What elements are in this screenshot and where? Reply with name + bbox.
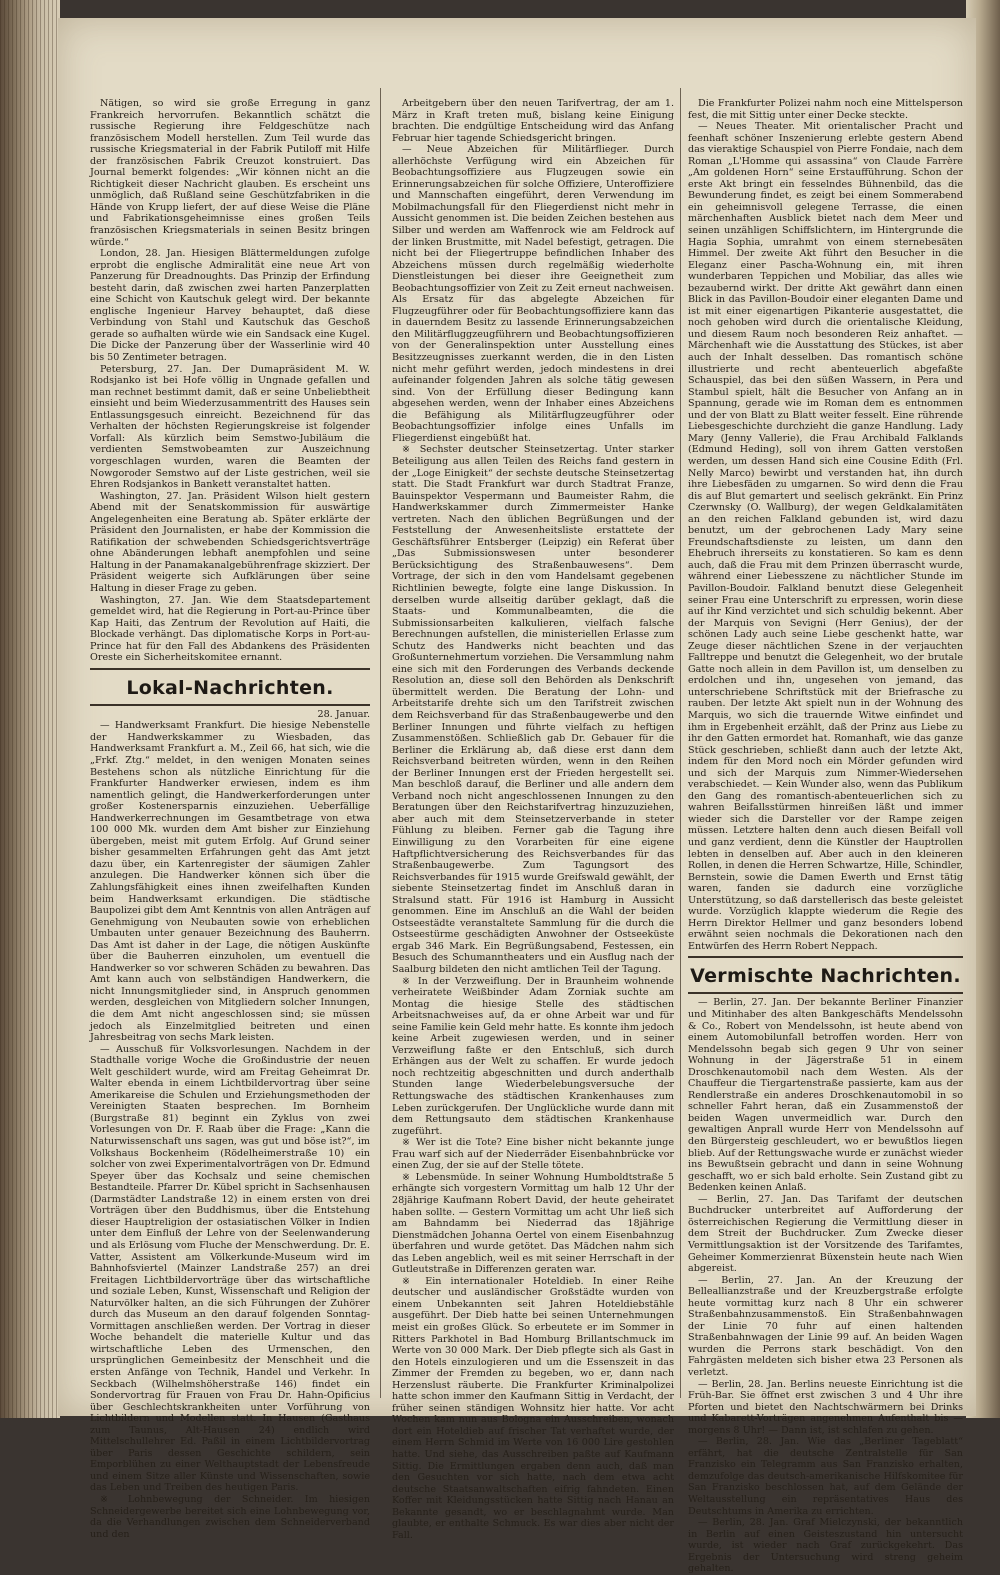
article-volksvorlesungen: — Ausschuß für Volksvorlesungen. Nachdem in der Stadthalle vorige Woche die Großindustrie der neuen Welt geschildert wurde, wird am Freitag Geheimrat Dr. Walter ebenda in einem Lichtbildervortrag über seine Amerikareise die Schulen und Erziehungsmethoden der Vereinigten Staaten besprechen. Im Bornheim (Burgstraße 81) beginnt ein Zyklus von zwei Vorlesungen von Dr. F. Raab über die Frage: „Kann die Naturwissenschaft uns sagen, was gut und böse ist?“, im Volkshaus Bockenheim (Rödelheimerstraße 10) ein solcher von zwei Experimentalvorträgen von Dr. Edmund Speyer über das Kochsalz und seine chemischen Bestandteile. Pfarrer Dr. Kübel spricht in Sachsenhausen (Darmstädter Landstraße 12) in einem ersten von drei Vorträgen über den Buddhismus, über die Entstehung dieser Hauptreligion der ostasiatischen Völker in Indien unter dem Einfluß der Lehre von der Seelenwanderung und als Erlösung vom Fluche der Menschwerdung. Dr. E. Vatter, Assistent am Völkerkunde-Museum wird im Bahnhofsviertel (Mainzer Landstraße 257) an drei Freitagen Lichtbildervorträge über das wirtschaftliche und soziale Leben, Kunst, Wissenschaft und Religion der Naturvölker halten, an die sich Führungen der Zuhörer durch das Museum an den darauf folgenden Sonntag-Vormittagen anschließen werden. Der Vortrag in dieser Woche behandelt die materielle Kultur und das wirtschaftliche Leben des Urmenschen, den ursprünglichen Gemeinbesitz der Menschheit und die ersten Anfänge von Technik, Handel und Verkehr. In Seckbach (Wilhelmshöherstraße 146) findet ein Sondervortrag für Frauen von Frau Dr. Hahn-Opificius über Geschlechtskrankheiten unter Vorführung von Lichtbildern und Modellen statt. In Hausen (Gasthaus zum Taunus, Alt-Hausen 24) endlich wird Mittelschullehrer Ed. Paßil in einem Lichtbildervortrag über Paris dessen Geschichte schildern, sein Emporblühen zu einer Welthauptstadt der Lebensfreude und einem Sitze aller Künste und Wissenschaften, sowie das Leben und Treiben des heutigen Paris. <box>90 1043 370 1494</box>
article-washington-2: Washington, 27. Jan. Wie dem Staatsdepartement gemeldet wird, hat die Regierung in Port-au-Prince über Kap Haiti, das Zentrum der Revolution auf Haiti, die Blockade verhängt. Das diplomatische Korps in Port-au-Prince hat für den Fall des Abdankens des Präsidenten Oreste ein Sicherheitskomitee ernannt. <box>90 594 370 664</box>
column-1 <box>90 98 370 1540</box>
article-handwerksamt: — Handwerksamt Frankfurt. Die hiesige Nebenstelle der Handwerkskammer zu Wiesbaden, das Handwerksamt Frankfurt a. M., Zeil 66, hat sich, wie die „Frkf. Ztg.“ meldet, in den wenigen Monaten seines Bestehens schon als nützliche Einrichtung für die Frankfurter Handwerker erwiesen, indem es ihm namentlich gelingt, die Handwerkerforderungen unter großer Kostenersparnis einzuziehen. Ueberfällige Handwerkerrechnungen im Gesamtbetrage von etwa 100 000 Mk. wurden dem Amt bisher zur Einziehung übergeben, meist mit gutem Erfolg. Auf Grund seiner bisher gesammelten Erfahrungen geht das Amt jetzt dazu über, ein Kartenregister der säumigen Zahler anzulegen. Die Handwerker können sich über die Zahlungsfähigkeit eines ihnen zweifelhaften Kunden beim Handwerksamt erkundigen. Die städtische Baupolizei gibt dem Amt Kenntnis von allen Anträgen auf Genehmigung von Neubauten sowie von erheblichen Umbauten unter genauer Bezeichnung des Bauherrn. Das Amt ist daher in der Lage, die nötigen Auskünfte über die Bauherren einzuholen, um eventuell die Handwerker so vor schweren Schäden zu bewahren. Das Amt kann auch von selbständigen Handwerkern, die nicht Innungsmitglieder sind, in Anspruch genommen werden, desgleichen von Mitgliedern solcher Innungen, die dem Amt nicht angeschlossen sind; sie müssen jedoch als Einzelmitglied beitreten und einen Jahresbeitrag von sechs Mark leisten. <box>90 720 370 1044</box>
page-stack-left <box>0 0 60 1418</box>
column-rule <box>380 88 381 1398</box>
article-steinsetzertag: ※ Sechster deutscher Steinsetzertag. Unter starker Beteiligung aus allen Teilen des Reichs fand gestern in der „Loge Einigkeit“ der sechste deutsche Steinsetzertag statt. Die Stadt Frankfurt war durch Stadtrat Franze, Bauinspektor Vespermann und Baumeister Rahm, die Handwerkskammer durch Zimmermeister Hanke vertreten. Nach den üblichen Begrüßungen und der Feststellung der Anwesenheitsliste erstattete der Geschäftsführer Entsberger (Leipzig) ein Referat über „Das Submissionswesen unter besonderer Berücksichtigung des Straßenbauwesens“. Dem Vortrage, der sich in den vom Handelsamt gegebenen Richtlinien bewegte, folgte eine lange Diskussion. In derselben wurde allseitig darüber geklagt, daß die Staats- und Kommunalbeamten, die die Submissionsarbeiten kalkulieren, vielfach falsche Berechnungen aufstellen, die ministeriellen Erlasse zum Schutz des Handwerks nicht beachten und das Großunternehmertum vorziehen. Die Versammlung nahm eine sich mit den Forderungen des Verbands deckende Resolution an, diese soll den Behörden als Denkschrift übermittelt werden. Die Beratung der Lohn- und Arbeitstarife drehte sich um den Tarifstreit zwischen dem Reichsverband für das Straßenbaugewerbe und den Berliner Innungen und führte vielfach zu heftigen Zusammenstößen. Schließlich gab Dr. Gebauer für die Berliner die Erklärung ab, daß diese erst dann dem Reichsverband beitreten würden, wenn in den Reihen der Berliner Innungen erst der Frieden hergestellt sei. Man beschloß darauf, die Berliner und alle andern dem Verband noch nicht angeschlossenen Innungen zu den Beratungen über den Reichstarifvertrag hinzuzuziehen, aber auch mit dem Steinsetzerverbande in steter Fühlung zu bleiben. Ferner gab die Tagung ihre Einwilligung zu den Vorarbeiten für eine eigene Haftpflichtversicherung des Reichsverbandes für das Straßenbaugewerbe. Zum Tagungsort des Reichsverbandes für 1915 wurde Greifswald gewählt, der siebente Steinsetzertag findet im Anschluß daran in Stralsund statt. Für 1916 ist Hamburg in Aussicht genommen. Eine im Anschluß an die Wahl der beiden Ostseestädte veranstaltete Sammlung für die durch die Ostseestürme geschädigten Anwohner der Ostseeküste ergab 346 Mark. Ein Begrüßungsabend, Festessen, ein Besuch des Schumanntheaters und ein Ausflug nach der Saalburg bildeten den nicht amtlichen Teil der Tagung. <box>392 444 674 976</box>
article-tarifvertrag: Arbeitgebern über den neuen Tarifvertrag, der am 1. März in Kraft treten muß, bislang keine Einigung brachten. Die endgültige Entscheidung wird das Anfang Februar hier tagende Schiedsgericht bringen. <box>392 98 674 144</box>
article-militaerflieger: — Neue Abzeichen für Militärflieger. Durch allerhöchste Verfügung wird ein Abzeichen für Beobachtungsoffiziere aus Flugzeugen sowie ein Erinnerungsabzeichen für solche Offiziere, Unteroffiziere und Mannschaften eingeführt, deren Verwendung im Mobilmachungsfall für den Fliegerdienst nicht mehr in Aussicht genommen ist. Die beiden Zeichen bestehen aus Silber und werden am Waffenrock wie am Feldrock auf der linken Brustmitte, mit Nadel befestigt, getragen. Die nicht bei der Fliegertruppe befindlichen Inhaber des Abzeichens müssen durch regelmäßig wiederholte Dienstleistungen bei dieser ihre Geeignetheit zum Beobachtungsoffizier von Zeit zu Zeit erneut nachweisen. Als Ersatz für das abgelegte Abzeichen für Flugzeugführer oder für Beobachtungsoffiziere kann das in dauerndem Besitz zu lassende Erinnerungsabzeichen den Militärfluggzeugführern und Beobachtungsoffizieren von der Generalinspektion unter Ausstellung eines Besitzzeugnisses zuerkannt werden, die in den Listen nicht mehr geführt werden, jedoch mindestens in drei aufeinander folgenden Jahren als solche tätig gewesen sind. Von der Erfüllung dieser Bedingung kann abgesehen werden, wenn der Inhaber eines Abzeichens die Befähigung als Militärflugzeugführer oder Beobachtungsoffizier infolge eines Unfalls im Fliegerdienst eingebüßt hat. <box>392 144 674 444</box>
section-rule <box>688 956 963 958</box>
section-rule <box>90 668 370 670</box>
article-petersburg: Petersburg, 27. Jan. Der Dumapräsident M. W. Rodsjanko ist bei Hofe völlig in Ungnade gefallen und man rechnet bestimmt damit, daß er seine Unbeliebtheit einsieht und beim Wiederzusammentritt des Hauses sein Entlassungsgesuch einreicht. Bezeichnend für das Verhalten der höchsten Regierungskreise ist folgender Vorfall: Als kürzlich beim Semstwo-Jubiläum die verdienten Semstwobeamten zur Auszeichnung vorgeschlagen wurden, waren die Beamten der Nowgoroder Semstwo auf der Liste gestrichen, weil sie Ehren Rodsjankos in Bankett veranstaltet hatten. <box>90 363 370 491</box>
article-london: London, 28. Jan. Hiesigen Blättermeldungen zufolge erprobt die englische Admiralität eine neue Art von Panzerung für Dreadnoughts. Das Prinzip der Erfindung besteht darin, daß zwischen zwei harten Panzerplatten eine Schicht von Kautschuk gelegt wird. Der bekannte englische Ingenieur Harvey behauptet, daß diese Verbindung von Stahl und Kautschuk das Geschoß gerade so aufhalten würde wie ein Sandsack eine Kugel. Die Dicke der Panzerung über der Wasserlinie wird 40 bis 50 Zentimeter betragen. <box>90 248 370 364</box>
article-tote: ※ Wer ist die Tote? Eine bisher nicht bekannte junge Frau warf sich auf der Niederräder Eisenbahnbrücke vor einen Zug, der sie auf der Stelle tötete. <box>392 1137 674 1172</box>
article-hoteldieb: ※ Ein internationaler Hoteldieb. In einer Reihe deutscher und ausländischer Großstädte wurden von einem Unbekannten seit Jahren Hoteldiebstähle ausgeführt. Der Dieb hatte bei seinen Unternehmungen meist ein großes Glück. So erbeutete er im Sommer in Ritters Parkhotel in Bad Homburg Brillantschmuck im Werte von 30 000 Mark. Der Dieb pflegte sich als Gast in den Hotels einzulogieren und um die Essenszeit in das Zimmer der Fremden zu begeben, wo er, dann nach Herzenslust räuberte. Die Frankfurter Kriminalpolizei hatte schon immer den Kaufmann Sittig in Verdacht, der früher seinen ständigen Wohnsitz hier hatte. Vor acht Wochen kam nun aus Bologna ein Ausschreiben, wonach dort ein Hoteldieb auf frischer Tat verhaftet wurde, der einem Herrn Schmid im Werte von 16 000 Lire gestohlen hatte. Und siehe, das Ausschreiben paßte auf Kaufmann Sittig. Die Ermittlungen ergaben denn auch, daß man den Gesuchten vor sich hatte, nach dem etwa acht deutsche Staatsanwaltschaften eifrig fahndeten. Einen Koffer mit Kleidungsstücken hatte Sittig nach Hanau an Bekannte gesandt, wo er beschlagnahmt wurde. Man glaubte, er enthalte Schmuck. Es war dies aber nicht der Fall. <box>392 1275 674 1541</box>
article-washington-1: Washington, 27. Jan. Präsident Wilson hielt gestern Abend mit der Senatskommission für auswärtige Angelegenheiten eine Beratung ab. Später erklärte der Präsident den Journalisten, er habe der Kommission die Ratifikation der schwebenden Schiedsgerichtsverträge ohne Abänderungen lebhaft anempfohlen und seine Haltung in der Panamakanalgebührenfrage skizziert. Der Präsident weigerte sich Aufklärungen über seine Haltung in dieser Frage zu geben. <box>90 490 370 594</box>
section-heading-lokal: Lokal-Nachrichten. <box>126 676 334 699</box>
article-berlin-sanfranzisko: — Berlin, 28. Jan. Wie das „Berliner Tageblatt“ erfährt, hat die deutsche Zentralstelle für San Franzisko ein Telegramm aus San Franzisko erhalten, demzufolge das deutsch-amerikanische Hilfskomitee für San Franzisko beschlossen hat, auf dem Gelände der Weltausstellung ein repräsentatives Haus des Deutschtums in Amerika zu errichten. <box>688 1436 963 1517</box>
column-rule <box>680 88 681 1398</box>
article-berlin-mielczynski: — Berlin, 28. Jan. Graf Mielczynski, der bekanntlich in Berlin auf einen Geisteszustand hin untersucht wurde, ist wieder nach Graf zurückgekehrt. Das Ergebnis der Untersuchung wird streng geheim gehalten. <box>688 1517 963 1575</box>
newspaper-page <box>58 18 976 1575</box>
column-3 <box>688 98 963 1575</box>
column-2 <box>392 98 674 1541</box>
article-lohnbewegung: ※ Lohnbewegung der Schneider. Im hiesigen Schneidergewerbe bereitet sich eine Lohnbewegung vor, da die Verhandlungen zwischen dem Schneiderverband und den <box>90 1493 370 1540</box>
section-rule <box>90 704 370 706</box>
section-heading-vermischte: Vermischte Nachrichten. <box>690 965 961 988</box>
article-berlin-strassenbahn: — Berlin, 27. Jan. An der Kreuzung der Belleallianzstraße und der Kreuzbergstraße erfolgte heute vormittag kurz nach 8 Uhr ein schwerer Straßenbahnzusammenstoß. Ein Straßenbahnwagen der Linie 70 fuhr auf einen haltenden Straßenbahnwagen der Linie 99 auf. An beiden Wagen wurden die Perrons stark beschädigt. Von den Fahrgästen meldeten sich bisher etwa 23 Personen als verletzt. <box>688 1274 963 1378</box>
article-verzweiflung: ※ In der Verzweiflung. Der in Braunheim wohnende verheiratete Weißbinder Adam Zorniak suchte am Montag die hiesige Stelle des städtischen Arbeitsnachweises auf, da er ohne Arbeit war und für seine Familie kein Geld mehr hatte. Es konnte ihm jedoch keine Arbeit zugewiesen werden, und in seiner Verzweiflung faßte er den Entschluß, sich durch Erhängen aus der Welt zu schaffen. Er wurde jedoch noch rechtzeitig abgeschnitten und durch anderthalb Stunden lange Wiederbelebungsversuche der Rettungswache des städtischen Krankenhauses zum Leben zurückgerufen. Der Unglückliche wurde dann mit dem Rettungsauto dem städtischen Krankenhause zugeführt. <box>392 975 674 1137</box>
article-neues-theater: — Neues Theater. Mit orientalischer Pracht und feenhaft schöner Inszenierung erlebte gestern Abend das vieraktige Schauspiel von Pierre Fondaie, nach dem Roman „L'Homme qui assassina“ von Claude Farrère „Am goldenen Horn“ seine Erstaufführung. Schon der erste Akt bringt ein fesselndes Bühnenbild, das die Bewunderung findet, es zeigt bei einem Sommerabend ein geheimnisvoll gelegene Terrasse, die einen märchenhaften Ausblick bietet nach dem Meer und seinen unzähligen Schiffslichtern, im Hintergrunde die Hagia Sophia, umrahmt von einem sternebesäten Himmel. Der zweite Akt führt den Besucher in die Eleganz einer Pascha-Wohnung ein, mit ihren wunderbaren Teppichen und Mobiliar, das alles wie bezaubernd wirkt. Der dritte Akt gewährt dann einen Blick in das Pavillon-Boudoir einer eleganten Dame und ist mit einer eigenartigen Pikanterie ausgestattet, die noch gehoben wird durch die orientalische Kleidung, und diesem Raum noch besonderen Reiz anhaftet. — Märchenhaft wie die Ausstattung des Stückes, ist aber auch der Inhalt desselben. Das romantisch schöne illustrierte und recht abenteuerlich abgefaßte Schauspiel, das bei den süßen Wassern, in Pera und Stambul spielt, hält die Besucher von Anfang an in Spannung, gerade wie im Roman dem es entnommen und der von Blatt zu Blatt weiter fesselt. Eine rührende Liebesgeschichte durchzieht die ganze Handlung. Lady Mary (Jenny Vallerie), die Frau Archibald Falklands (Edmund Heding), soll von ihrem Gatten verstoßen werden, um dessen Hand sich eine Cousine Edith (Frl. Nelly Marco) bewirbt und verstanden hat, ihn durch ihre Liebesfäden zu umgarnen. So wird denn die Frau dis auf Blut gemartert und seelisch gekränkt. Ein Prinz Czerwnsky (O. Wallburg), der wegen Geldkalamitäten an den reichen Falkland gebunden ist, wird dazu benutzt, um der gebrochenen Lady Mary seine Freundschaftsdienste zu leisten, um dann den Ehebruch ihrerseits zu konstatieren. So kam es denn auch, daß die Frau mit dem Prinzen überrascht wurde, während einer Liebesszene zu nächtlicher Stunde im Pavillon-Boudoir. Falkland benutzt diese Gelegenheit seiner Frau eine Unterschrift zu erpressen, worin diese auf ihr Kind verzichtet und sich schuldig bekennt. Aber der Marquis von Sevigni (Herr Genius), der der schönen Lady auch seine Liebe geschenkt hatte, war Zeuge dieser nächtlichen Szene in der verjauchten Falltreppe und benutzt die Gelegenheit, wo der brutale Gatte noch allein in dem Pavillon ist, um denselben zu erdolchen und ihn, ungesehen von jemand, das unterschriebene Schriftstück mit der Briefrasche zu rauben. Der letzte Akt spielt nun in der Wohnung des Marquis, wo sich die trauernde Witwe einfindet und ihm in Ergebenheit erzählt, daß der Prinz aus Liebe zu ihr den Gatten ermordet hat. Romanhaft, wie das ganze Stück geschrieben, schließt dann auch der letzte Akt, indem für den Mord noch ein Mörder gefunden wird und sich der Marquis zum Nimmer-Wiedersehen verabschiedet. — Kein Wunder also, wenn das Publikum den Gang des romantisch-abenteuerlichen sich zu wahren Beifallsstürmen hinreißen läßt und immer wieder sich die Darsteller vor der Rampe zeigen müssen. Letztere halten denn auch diesen Beifall voll und ganz verdient, denn die Künstler der Hauptrollen lebten in denselben auf. Aber auch in den kleineren Rollen, in denen die Herren Schwartze, Hille, Schindler, Bernstein, sowie die Damen Ewerth und Ernst tätig waren, fanden sie dadurch eine vorzügliche Unterstützung, so daß darstellerisch das beste geleistet wurde. Vorzüglich klappte wiederum die Regie des Herrn Direktor Hellmer und ganz besonders lobend erwähnt seien nochmals die Dekorationen nach den Entwürfen des Herrn Robert Neppach. <box>688 121 963 952</box>
article-berlin-mendelssohn: — Berlin, 27. Jan. Der bekannte Berliner Finanzier und Mitinhaber des alten Bankgeschäfts Mendelssohn & Co., Robert von Mendelssohn, ist heute abend von einem Automobilunfall betroffen worden. Herr von Mendelssohn begab sich gegen 9 Uhr von seiner Wohnung in der Jägerstraße 51 in einem Droschkenautomobil nach dem Westen. Als der Chauffeur die Tiergartenstraße passierte, kam aus der Rendlerstraße ein anderes Droschkenautomobil in so schneller Fahrt heran, daß ein Zusammenstoß der beiden Wagen unvermeidlich war. Durch den gewaltigen Anprall wurde Herr von Mendelssohn auf den Bürgersteig geschleudert, wo er bewußtlos liegen blieb. Auf der Rettungswache wurde er zunächst wieder ins Bewußtsein gebracht und dann in seine Wohnung geschafft, wo er sich bald erholte. Sein Zustand gibt zu Bedenken keinen Anlaß. <box>688 997 963 1194</box>
article-berlin-fruehbar: — Berlin, 28. Jan. Berlins neueste Einrichtung ist die Früh-Bar. Sie öffnet erst zwischen 3 und 4 Uhr ihre Pforten und bietet den Nachtschwärmern bei Drinks und Kabarett-Vorträgen angenehmen Aufenthalt bis — morgens 8 Uhr! — Dann ist, ist schlafen zu gehen. <box>688 1378 963 1436</box>
article-lebensmuede: ※ Lebensmüde. In seiner Wohnung Humboldtstraße 5 erhängte sich vorgestern Vormittag um halb 12 Uhr der 28jährige Kaufmann Robert David, der heute geheiratet haben sollte. — Gestern Vormittag um acht Uhr ließ sich am Bahndamm bei Niederrad das 18jährige Dienstmädchen Johanna Oertel von einem Eisenbahnzug überfahren und wurde getötet. Das Mädchen nahm sich das Leben angeblich, weil es mit seiner Herrschaft in der Gutleutstraße in Differenzen geraten war. <box>392 1171 674 1276</box>
article-berlin-tarifamt: — Berlin, 27. Jan. Das Tarifamt der deutschen Buchdrucker unterbreitet auf Aufforderung der österreichischen Regierung die Vermittlung dieser in dem Streit der Buchdrucker. Zum Zwecke dieser Vermittlungsaktion ist der Vorsitzende des Tarifamtes, Geheimer Kommerzienrat Büxenstein heute nach Wien abgereist. <box>688 1193 963 1275</box>
article-paragraph: Nätigen, so wird sie große Erregung in ganz Frankreich hervorrufen. Bekanntlich schätzt die russische Regierung ihre Feldgeschütze nach französischem Modell herstellen. Zum Teil wurde das russische Kriegsmaterial in der Fabrik Putiloff mit Hilfe der französischen Fabrik Creuzot konstruiert. Das Journal bemerkt folgendes: „Wir können nicht an die Richtigkeit dieser Nachricht glauben. Es erscheint uns unmöglich, daß Rußland seine Geschützfabriken in die Hände von Krupp liefert, der auf diese Weise die Pläne und Fabrikationsgeheimnisse eines großen Teils französischen Kriegsmaterials in seinen Besitz bringen würde.“ <box>90 98 370 248</box>
article-polizei: Die Frankfurter Polizei nahm noch eine Mittelsperson fest, die mit Sittig unter einer Decke steckte. <box>688 98 963 121</box>
section-date: 28. Januar. <box>317 708 370 720</box>
section-rule <box>688 992 963 994</box>
